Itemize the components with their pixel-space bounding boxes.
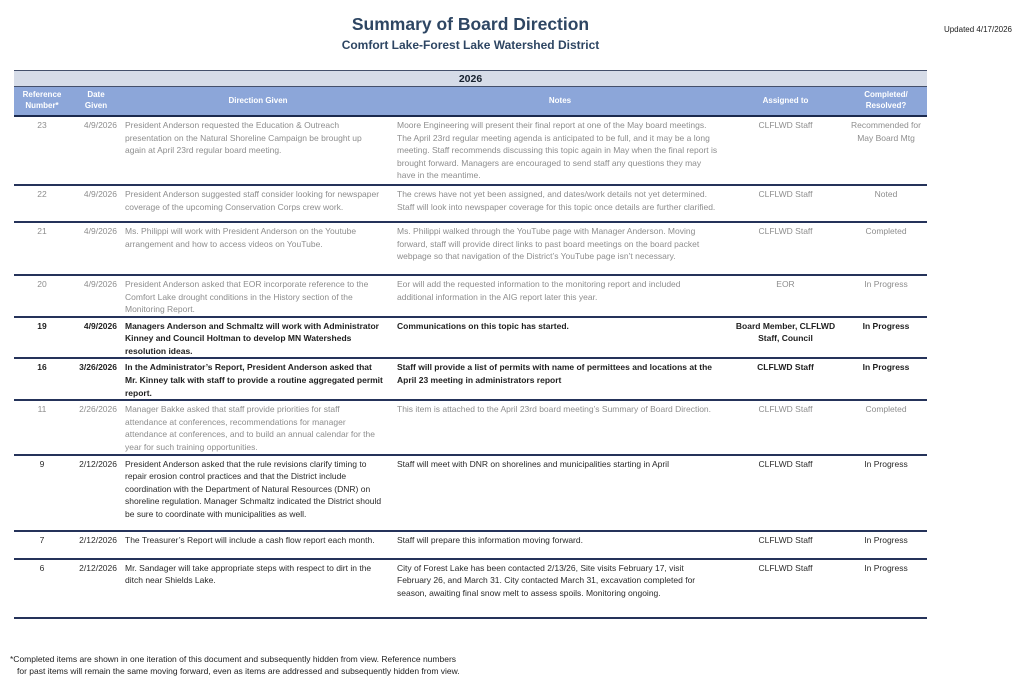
document-page: [0, 12, 1024, 675]
assigned-to-cell: CLFLWD Staff: [726, 559, 845, 618]
assigned-to-cell: Board Member, CLFLWD Staff, Council: [726, 317, 845, 359]
table-row: [14, 275, 927, 317]
direction-given-cell: In the Administrator’s Report, President Anderson asked that Mr. Kinney talk with staff to provide a routine aggregated permit report.: [122, 358, 394, 400]
date-given-cell: 3/26/2026: [70, 358, 122, 400]
assigned-to-cell: CLFLWD Staff: [726, 455, 845, 531]
year-banner: 2026: [14, 71, 927, 87]
updated-date-label: Updated 4/17/2026: [943, 25, 1012, 34]
notes-cell: The crews have not yet been assigned, and dates/work details not yet determined. Staff will look into newspaper coverage for this topic once details are further clarified.: [394, 185, 726, 222]
col-header-reference-number: Reference Number*: [14, 87, 70, 117]
date-given-cell: 2/12/2026: [70, 455, 122, 531]
footnote: [10, 653, 927, 678]
notes-cell: Staff will meet with DNR on shorelines and municipalities starting in April: [394, 455, 726, 531]
status-cell: In Progress: [845, 455, 927, 531]
assigned-to-cell: CLFLWD Staff: [726, 185, 845, 222]
reference-number-cell: 19: [14, 317, 70, 359]
notes-cell: This item is attached to the April 23rd board meeting’s Summary of Board Direction.: [394, 400, 726, 454]
status-cell: In Progress: [845, 559, 927, 618]
reference-number-cell: 7: [14, 531, 70, 559]
reference-number-cell: 6: [14, 559, 70, 618]
table-row: [14, 358, 927, 400]
reference-number-cell: 9: [14, 455, 70, 531]
table-row: [14, 455, 927, 531]
date-given-cell: 4/9/2026: [70, 222, 122, 275]
assigned-to-cell: EOR: [726, 275, 845, 317]
status-cell: In Progress: [845, 275, 927, 317]
status-cell: Noted: [845, 185, 927, 222]
date-given-cell: 4/9/2026: [70, 116, 122, 185]
col-header-date-given: Date Given: [70, 87, 122, 117]
assigned-to-cell: CLFLWD Staff: [726, 222, 845, 275]
footnote-line-1: *Completed items are shown in one iteration of this document and subsequently hidden from view. Reference numbers: [10, 653, 457, 664]
footnote-line-2: for past items will remain the same moving forward, even as items are addressed and subsequently hidden from view.: [17, 666, 460, 677]
direction-given-cell: The Treasurer’s Report will include a cash flow report each month.: [122, 531, 394, 559]
date-given-cell: 4/9/2026: [70, 185, 122, 222]
col-header-assigned-to: Assigned to: [726, 87, 845, 117]
direction-given-cell: Ms. Philippi will work with President Anderson on the Youtube arrangement and how to access videos on YouTube.: [122, 222, 394, 275]
reference-number-cell: 16: [14, 358, 70, 400]
assigned-to-cell: CLFLWD Staff: [726, 358, 845, 400]
status-cell: Completed: [845, 400, 927, 454]
year-banner-row: [14, 71, 927, 87]
direction-given-cell: President Anderson requested the Education & Outreach presentation on the Natural Shoreline Campaign be brought up again at April 23rd regular board meeting.: [122, 116, 394, 185]
direction-given-cell: Manager Bakke asked that staff provide priorities for staff attendance at conferences, recommendations for manager attendance at conferences, and to build an annual calendar for the year for such training opportunities.: [122, 400, 394, 454]
direction-given-cell: President Anderson asked that the rule revisions clarify timing to repair erosion control practices and that the District include coordination with the Department of Natural Resources (DNR) on shoreline regulation. Manager Schmaltz indicated the District should be sure to coordinate with municipalities as well.: [122, 455, 394, 531]
status-cell: Completed: [845, 222, 927, 275]
col-header-direction-given: Direction Given: [122, 87, 394, 117]
status-cell: In Progress: [845, 358, 927, 400]
notes-cell: Communications on this topic has started.: [394, 317, 726, 359]
reference-number-cell: 21: [14, 222, 70, 275]
page-title: Summary of Board Direction: [351, 14, 590, 34]
date-given-cell: 4/9/2026: [70, 317, 122, 359]
notes-cell: Ms. Philippi walked through the YouTube page with Manager Anderson. Moving forward, staff will provide direct links to past board meetings on the board packet webpage so that navigation of the District’s YouTube page isn’t necessary.: [394, 222, 726, 275]
date-given-cell: 2/12/2026: [70, 531, 122, 559]
date-given-cell: 2/12/2026: [70, 559, 122, 618]
status-cell: In Progress: [845, 531, 927, 559]
table-row: [14, 400, 927, 454]
reference-number-cell: 23: [14, 116, 70, 185]
column-header-row: [14, 87, 927, 117]
reference-number-cell: 11: [14, 400, 70, 454]
reference-number-cell: 22: [14, 185, 70, 222]
direction-given-cell: President Anderson asked that EOR incorporate reference to the Comfort Lake drought conditions in the History section of the Monitoring Report.: [122, 275, 394, 317]
notes-cell: Staff will provide a list of permits with name of permittees and locations at the April 23 meeting in administrators report: [394, 358, 726, 400]
col-header-completed-resolved: Completed/ Resolved?: [845, 87, 927, 117]
table-row: [14, 317, 927, 359]
table-row: [14, 185, 927, 222]
assigned-to-cell: CLFLWD Staff: [726, 400, 845, 454]
board-direction-table: [14, 70, 927, 619]
status-cell: In Progress: [845, 317, 927, 359]
date-given-cell: 4/9/2026: [70, 275, 122, 317]
document-body: [10, 12, 927, 678]
assigned-to-cell: CLFLWD Staff: [726, 531, 845, 559]
notes-cell: Moore Engineering will present their final report at one of the May board meetings. The April 23rd regular meeting agenda is anticipated to be full, and it may be a long meeting. Staff recommends discussing this topic again in May when the final report is brought forward. Managers are encouraged to send staff any questions they may have in the meantime.: [394, 116, 726, 185]
reference-number-cell: 20: [14, 275, 70, 317]
status-cell: Recommended for May Board Mtg: [845, 116, 927, 185]
direction-given-cell: Managers Anderson and Schmaltz will work with Administrator Kinney and Council Holtman to develop MN Watersheds resolution ideas.: [122, 317, 394, 359]
direction-given-cell: Mr. Sandager will take appropriate steps with respect to dirt in the ditch near Shields Lake.: [122, 559, 394, 618]
table-row: [14, 222, 927, 275]
date-given-cell: 2/26/2026: [70, 400, 122, 454]
table-row: [14, 531, 927, 559]
table-row: [14, 116, 927, 185]
assigned-to-cell: CLFLWD Staff: [726, 116, 845, 185]
col-header-notes: Notes: [394, 87, 726, 117]
notes-cell: Eor will add the requested information to the monitoring report and included additional information in the AIG report later this year.: [394, 275, 726, 317]
direction-given-cell: President Anderson suggested staff consider looking for newspaper coverage of the upcoming Conservation Corps crew work.: [122, 185, 394, 222]
notes-cell: City of Forest Lake has been contacted 2/13/26, Site visits February 17, visit February 26, and March 31. City contacted March 31, excavation completed for season, awaiting final snow melt to assess spoils. Monitoring ongoing.: [394, 559, 726, 618]
page-subtitle: Comfort Lake-Forest Lake Watershed District: [341, 38, 600, 52]
table-row: [14, 559, 927, 618]
notes-cell: Staff will prepare this information moving forward.: [394, 531, 726, 559]
